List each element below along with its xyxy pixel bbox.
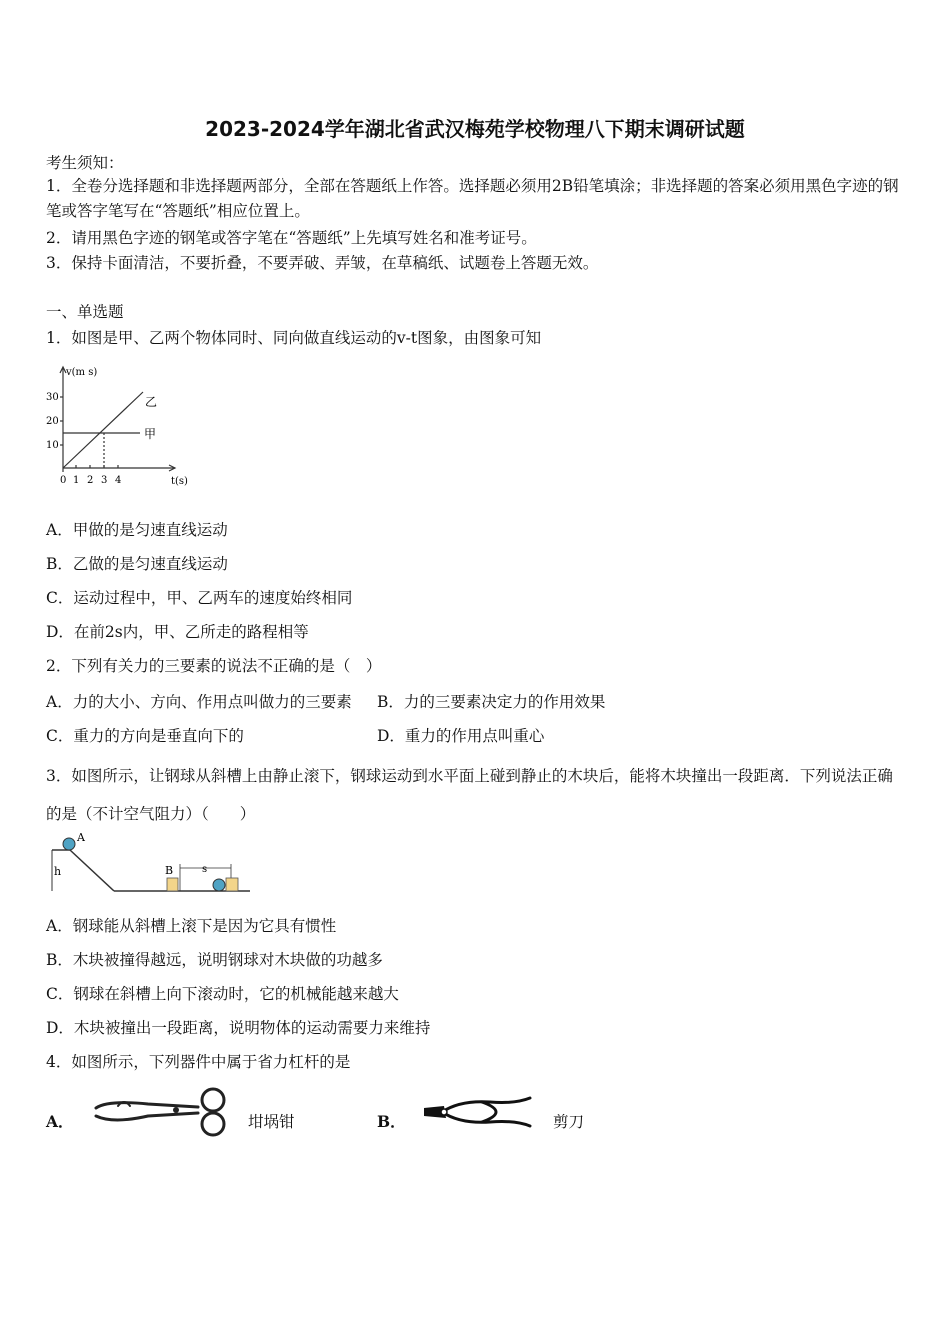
q2-stem: 2．下列有关力的三要素的说法不正确的是（ ） [46,657,382,675]
q2-option-b[interactable]: B．力的三要素决定力的作用效果 [377,693,606,711]
notice-item-1: 1．全卷分选择题和非选择题两部分，全部在答题纸上作答。选择题必须用2B铅笔填涂；非选择题的答案必须用黑色字迹的钢笔或答字笔写在“答题纸”相应位置上。 [46,177,899,220]
ytick-10: 10 [46,440,59,451]
label-jia: 甲 [144,427,157,441]
scissors-pivot [441,1109,447,1115]
q1-option-d[interactable]: D．在前2s内，甲、乙所走的路程相等 [46,623,309,641]
fig-label-a: A [77,831,85,844]
fig-label-h: h [54,865,62,878]
q3-option-b[interactable]: B．木块被撞得越远，说明钢球对木块做的功越多 [46,951,383,969]
label-yi: 乙 [145,395,158,409]
q3-stem: 3．如图所示，让钢球从斜槽上由静止滚下，钢球运动到水平面上碰到静止的木块后，能将木块撞出一段距离．下列说法正确的是（不计空气阻力）（ ） [46,767,893,823]
q1-option-c[interactable]: C．运动过程中，甲、乙两车的速度始终相同 [46,589,353,607]
q2-option-a[interactable]: A．力的大小、方向、作用点叫做力的三要素 [46,693,352,711]
tongs-ring-bottom [202,1113,224,1135]
xtick-0: 0 [60,475,67,486]
xtick-4: 4 [115,475,122,486]
xtick-3: 3 [101,475,108,486]
crucible-tongs-icon [88,1086,238,1138]
incline-slope [70,850,114,891]
q2-option-d[interactable]: D．重力的作用点叫重心 [377,727,545,745]
q4-option-a-letter[interactable]: A． [46,1112,74,1131]
block-end [226,878,238,891]
q4-stem: 4．如图所示，下列器件中属于省力杠杆的是 [46,1053,351,1071]
block-b [167,878,178,891]
q1-option-b[interactable]: B．乙做的是匀速直线运动 [46,555,228,573]
graph-xlabel: t(s) [171,476,188,487]
handle-inner [482,1102,496,1122]
incline-figure [44,828,259,898]
notice-heading: 考生须知： [46,154,124,172]
ytick-20: 20 [46,416,59,427]
scissors-icon [420,1092,545,1132]
q3-option-c[interactable]: C．钢球在斜槽上向下滚动时，它的机械能越来越大 [46,985,399,1003]
ball-end [213,879,225,891]
q4-option-a-name: 坩埚钳 [248,1113,295,1131]
notice-item-2: 2．请用黑色字迹的钢笔或答字笔在“答题纸”上先填写姓名和准考证号。 [46,229,537,247]
vt-graph [40,360,210,492]
q4-option-b-name: 剪刀 [553,1113,585,1131]
graph-ylabel: v(m s) [66,367,98,378]
line-yi [63,392,143,468]
tongs-ring-top [202,1089,224,1111]
q4-option-b-letter[interactable]: B． [377,1112,406,1131]
q3-option-a[interactable]: A．钢球能从斜槽上滚下是因为它具有惯性 [46,917,337,935]
q1-stem: 1．如图是甲、乙两个物体同时、同向做直线运动的v-t图象，由图象可知 [46,329,542,347]
fig-label-b: B [165,864,174,877]
q3-option-d[interactable]: D．木块被撞出一段距离，说明物体的运动需要力来维持 [46,1019,431,1037]
ball-start [63,838,75,850]
page-title: 2023-2024学年湖北省武汉梅苑学校物理八下期末调研试题 [205,117,745,141]
tongs-arm-upper [96,1103,198,1108]
tongs-arm-lower [96,1113,198,1120]
tongs-pivot [173,1107,179,1113]
xtick-1: 1 [73,475,80,486]
section-heading: 一、单选题 [46,303,124,321]
xtick-2: 2 [87,475,94,486]
ytick-30: 30 [46,392,59,403]
q2-option-c[interactable]: C．重力的方向是垂直向下的 [46,727,244,745]
notice-item-3: 3．保持卡面清洁，不要折叠，不要弄破、弄皱，在草稿纸、试题卷上答题无效。 [46,254,599,272]
q1-option-a[interactable]: A．甲做的是匀速直线运动 [46,521,228,539]
fig-label-s: s [202,864,208,875]
